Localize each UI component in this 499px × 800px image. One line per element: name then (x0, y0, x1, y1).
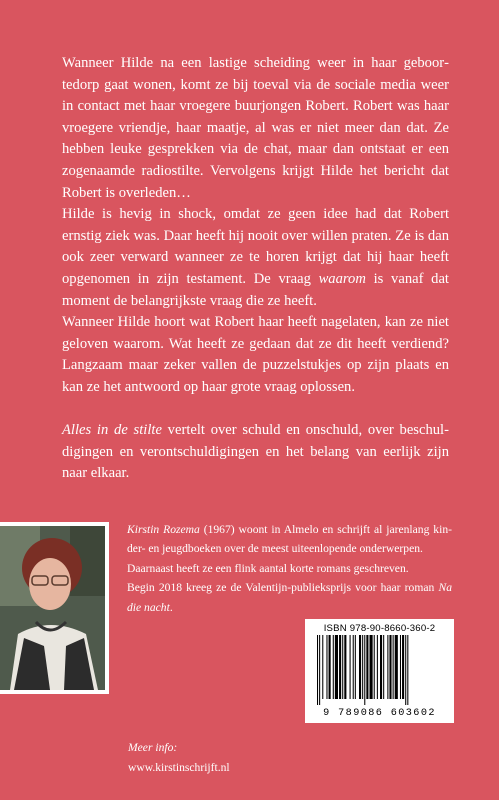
isbn-barcode (305, 619, 454, 723)
barcode-bar (400, 635, 401, 699)
author-photo (0, 522, 109, 694)
barcode-bar (380, 635, 382, 699)
barcode-bar (395, 635, 398, 699)
barcode-bar (333, 635, 334, 699)
barcode-bar (370, 635, 373, 699)
barcode-bar (407, 635, 408, 705)
barcode-bar (366, 635, 368, 699)
blurb-emphasis: waarom (318, 270, 366, 287)
bio-text: . (169, 600, 173, 614)
author-portrait-icon (0, 526, 105, 690)
bio-paragraph-1 (127, 520, 452, 559)
barcode-bar (339, 635, 341, 699)
barcode-bar (319, 635, 320, 705)
more-info (128, 738, 328, 778)
barcode-bar (335, 635, 338, 699)
barcode-bar (362, 635, 363, 699)
barcode-bar (374, 635, 375, 699)
barcode-bar (322, 635, 323, 699)
blurb-paragraph-3: Wanneer Hilde hoort wat Robert haar heeft nagelaten, kan ze niet geloven waarom. Wat heeft ze gedaan dat ze dit heeft verdiend? Langzaam maar zeker vallen de puzzelstukjes op zijn plaats en kan ze het antwoord op haar grote vraag oplossen. (62, 314, 449, 395)
barcode-bar (317, 635, 318, 705)
blurb-paragraph-2 (62, 204, 449, 312)
author-name: Kirstin Rozema (127, 523, 200, 536)
barcode-bar (387, 635, 388, 699)
author-bio (127, 520, 452, 617)
barcode-bar (329, 635, 331, 699)
barcode-bar (350, 635, 351, 699)
blurb-text: is vanaf dat moment de belangrijkste vraag die ze heeft. (62, 270, 449, 309)
barcode-bar (355, 635, 356, 699)
barcode-icon (311, 635, 448, 705)
website-link[interactable]: www.kirstinschrijft.nl (128, 761, 230, 774)
barcode-bar (383, 635, 384, 699)
barcode-bar (344, 635, 346, 699)
blurb-text: vertelt over schuld en onschuld, over beschuldigingen en verontschuldigingen en het belang van eerlijk zijn naar elkaar. (62, 422, 449, 482)
bio-paragraph-3 (127, 578, 452, 617)
bio-text: (1967) woont in Almelo en schrijft al jarenlang kinder- en jeugdboeken over de meest uiteenlopende onderwerpen. (127, 523, 452, 556)
barcode-bar (359, 635, 361, 699)
book-title-emphasis: Na die nacht (127, 581, 452, 614)
barcode-bar (377, 635, 378, 699)
barcode-bar (402, 635, 404, 699)
more-info-label-text: Meer info: (128, 741, 178, 754)
blurb-paragraph-1: Wanneer Hilde na een lastige scheiding weer in haar geboortedorp gaat wonen, komt ze bij toeval via de sociale media weer in contact met haar vroegere buurjongen Robert. Robert was haar vroegere vriendje, haar maatje, al was er niet meer dan dat. Ze hebben leuke gesprekken via de chat, maar dan ontstaat er een zogenaamde radiostilte. Vervolgens krijgt Hilde het bericht dat Robert is overleden… (62, 55, 449, 201)
barcode-bar (364, 635, 365, 705)
isbn-label: ISBN 978-90-8660-360-2 (323, 623, 436, 634)
bio-paragraph-2: Daarnaast heeft ze een flink aantal korte romans geschreven. (127, 561, 409, 575)
bio-text: Begin 2018 kreeg ze de Valentijn-publieksprijs voor haar roman (127, 581, 439, 595)
blurb-paragraph-4 (62, 420, 449, 485)
barcode-bar (393, 635, 394, 699)
barcode-bar (326, 635, 327, 699)
book-title-emphasis: Alles in de stilte (62, 422, 162, 439)
barcode-bar (342, 635, 343, 699)
barcode-digits: 9 789086 603602 (323, 708, 436, 719)
barcode-bar (353, 635, 354, 699)
back-cover-blurb (62, 53, 449, 485)
more-info-label (128, 738, 328, 758)
blurb-text: Hilde is hevig in shock, omdat ze geen idee had dat Robert ernstig ziek was. Daar heeft hij nooit over willen praten. Ze is dan ook zeer verward wanneer ze te horen krijgt dat hij haar heeft opgenomen in zijn testament. De vraag (62, 206, 449, 287)
barcode-bar (405, 635, 406, 705)
barcode-bar (389, 635, 391, 699)
